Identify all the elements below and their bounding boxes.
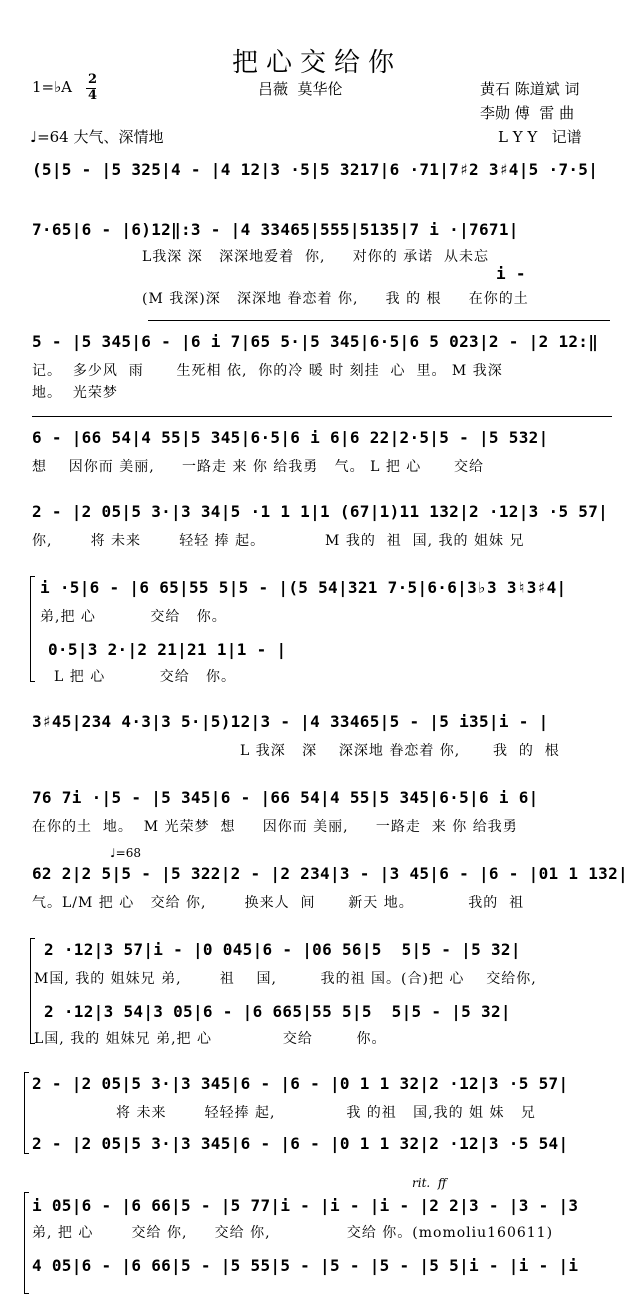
- key-signature: 1=♭A: [32, 78, 73, 96]
- notation-line: 6 - |66 54|4 55|5 345|6·5|6 i 6|6 22|2·5|5 - |5 532|: [32, 428, 549, 447]
- lyric-line: (M 我深)深 深深地 眷恋着 你, 我 的 根 在你的土: [142, 291, 529, 307]
- notation-line: 4 05|6 - |6 66|5 - |5 55|5 - |5 - |5 - |5 5|i - |i - |i: [32, 1256, 579, 1275]
- lyric-line: L我深 深 深深地爱着 你, 对你的 承诺 从未忘: [142, 249, 490, 265]
- notation-line: i 05|6 - |6 66|5 - |5 77|i - |i - |i - |2 2|3 - |3 - |3: [32, 1196, 579, 1215]
- lyric-line: L 把 心 交给 你。: [54, 669, 237, 685]
- expression-marks: rit. ff: [412, 1176, 447, 1190]
- lyric-line: L国, 我的 姐妹兄 弟,把 心 交给 你。: [34, 1031, 387, 1047]
- notation-line: 2 ·12|3 57|i - |0 045|6 - |06 56|5 5|5 - |5 32|: [44, 940, 521, 959]
- lyric-line: 在你的土 地。 M 光荣梦 想 因你而 美丽, 一路走 来 你 给我勇: [32, 819, 518, 835]
- lyric-line: M国, 我的 姐妹兄 弟, 祖 国, 我的祖 国。(合)把 心 交给你,: [34, 971, 537, 987]
- lyric-line: 弟, 把 心 交给 你, 交给 你, 交给 你。(momoliu160611): [32, 1225, 554, 1241]
- singers: 吕薇 莫华伦: [258, 80, 343, 98]
- transcriber: L Y Y 记谱: [498, 128, 582, 146]
- lyric-line: 想 因你而 美丽, 一路走 来 你 给我勇 气。 L 把 心 交给: [32, 459, 485, 475]
- composer: 李勋 傅 雷 曲: [480, 104, 575, 122]
- notation-line: 7·65|6 - |6)12‖:3 - |4 33465|555|5135|7 i ·|7671|: [32, 220, 519, 239]
- notation-line: 2 ·12|3 54|3 05|6 - |6 665|55 5|5 5|5 - |5 32|: [44, 1002, 511, 1021]
- notation-line: 3♯45|234 4·3|3 5·|5)12|3 - |4 33465|5 - |5 i35|i - |: [32, 712, 549, 731]
- notation-line: 2 - |2 05|5 3·|3 34|5 ·1 1 1|1 (67|1)11 132|2 ·12|3 ·5 57|: [32, 502, 609, 521]
- notation-line: 2 - |2 05|5 3·|3 345|6 - |6 - |0 1 1 32|2 ·12|3 ·5 57|: [32, 1074, 569, 1093]
- song-title: 把心交给你: [231, 48, 402, 78]
- time-signature-top: 2: [88, 72, 98, 87]
- notation-line: (5|5 - |5 325|4 - |4 12|3 ·5|5 3217|6 ·71|7♯2 3♯4|5 ·7·5|: [32, 160, 599, 179]
- notation-line: 2 - |2 05|5 3·|3 345|6 - |6 - |0 1 1 32|2 ·12|3 ·5 54|: [32, 1134, 569, 1153]
- tempo-change: ♩=68: [110, 846, 141, 860]
- notation-line: 62 2|2 5|5 - |5 322|2 - |2 234|3 - |3 45|6 - |6 - |01 1 132|: [32, 864, 628, 883]
- notation-line: 0·5|3 2·|2 21|21 1|1 - |: [48, 640, 287, 659]
- notation-line: 5 - |5 345|6 - |6 i 7|65 5·|5 345|6·5|6 5 023|2 - |2 12:‖: [32, 332, 599, 351]
- tempo-marking: ♩=64 大气、深情地: [30, 128, 164, 146]
- time-signature-bottom: 4: [88, 88, 98, 103]
- lyric-line: 记。 多少风 雨 生死相 依, 你的冷 暖 时 刻挂 心 里。 M 我深: [32, 363, 503, 379]
- lyric-line: 将 未来 轻轻捧 起, 我 的祖 国,我的 姐 妹 兄: [116, 1105, 536, 1121]
- lyric-line: 你, 将 未来 轻轻 捧 起。 M 我的 祖 国, 我的 姐妹 兄: [32, 533, 525, 549]
- notation-line: 76 7i ·|5 - |5 345|6 - |66 54|4 55|5 345|6·5|6 i 6|: [32, 788, 539, 807]
- lyric-line: 气。L/M 把 心 交给 你, 换来人 间 新天 地。 我的 祖: [32, 895, 525, 911]
- high-note-marker: i -: [496, 264, 526, 283]
- lyric-line: 弟,把 心 交给 你。: [40, 609, 227, 625]
- lyric-line: L 我深 深 深深地 眷恋着 你, 我 的 根: [240, 743, 560, 759]
- lyric-line: 地。 光荣梦: [32, 385, 118, 401]
- lyricist: 黄石 陈道斌 词: [480, 80, 580, 98]
- notation-line: i ·5|6 - |6 65|55 5|5 - |(5 54|321 7·5|6·6|3♭3 3♮3♯4|: [40, 578, 567, 597]
